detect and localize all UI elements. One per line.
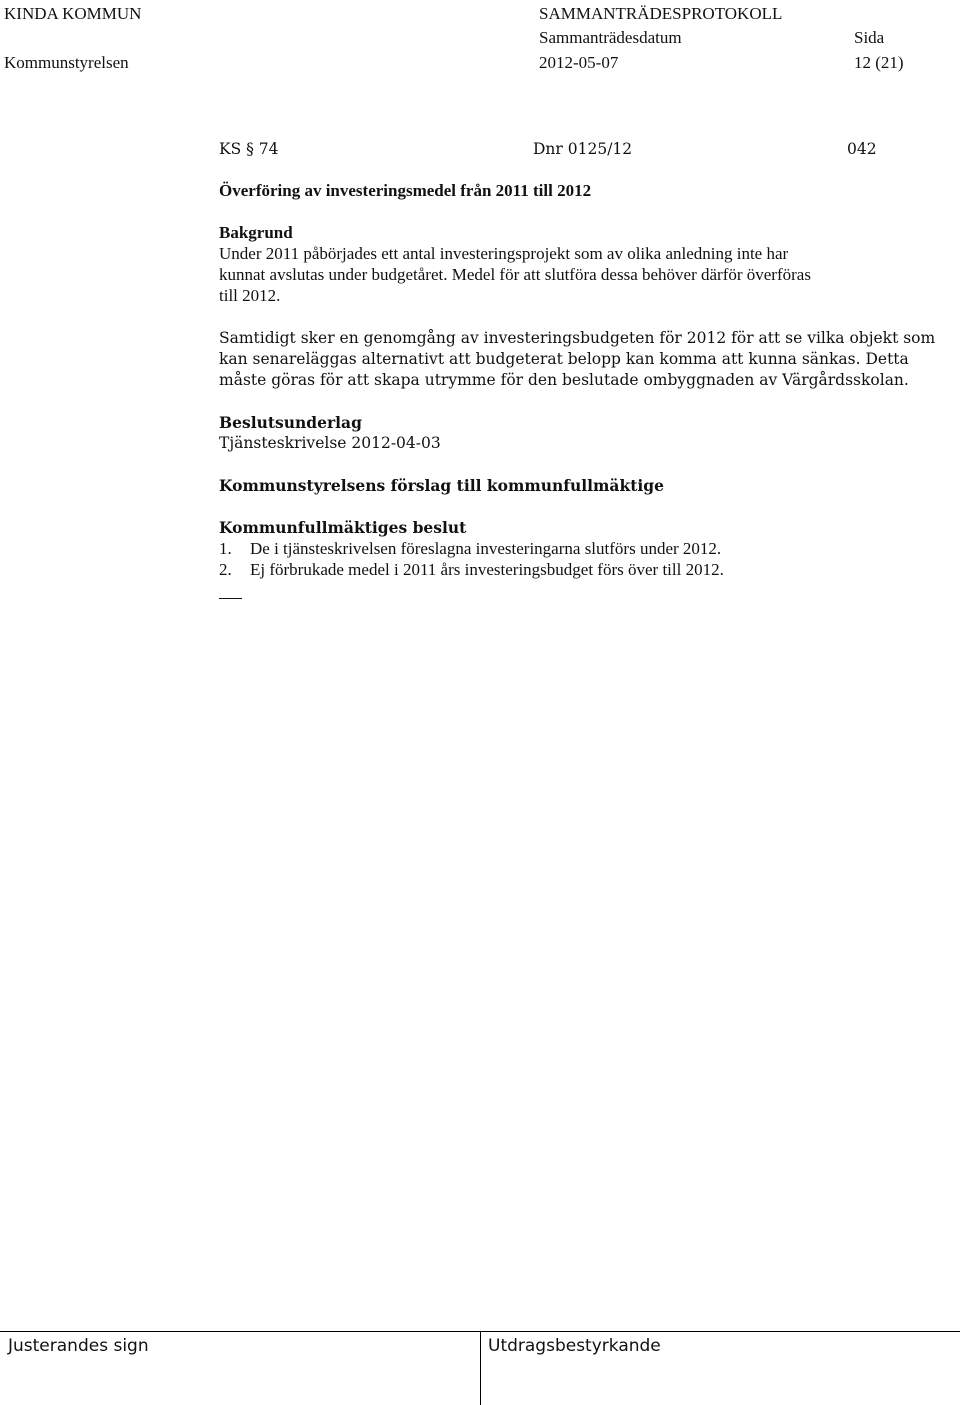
paragraph-number: KS § 74 [219,140,279,158]
document-type: SAMMANTRÄDESPROTOKOLL [539,4,783,23]
beslut-item-number: 1. [219,539,232,558]
org-name: KINDA KOMMUN [4,4,142,23]
meeting-date-label: Sammanträdesdatum [539,28,682,47]
samtidigt-line: måste göras för att skapa utrymme för den beslutade ombyggnaden av Värgårdsskolan. [219,371,909,389]
justerandes-sign-label: Justerandes sign [8,1336,149,1356]
beslut-item [219,559,954,580]
meeting-date: 2012-05-07 [539,53,619,72]
beslut-item-number: 2. [219,560,232,579]
samtidigt-line: Samtidigt sker en genomgång av investeringsbudgeten för 2012 för att se vilka objekt som [219,329,936,347]
samtidigt-paragraph [219,328,954,391]
bakgrund-line: Under 2011 påbörjades ett antal investeringsprojekt som av olika anledning inte har [219,244,789,263]
committee-name: Kommunstyrelsen [4,53,129,72]
page-number: 12 (21) [854,53,904,72]
signature-footer [0,1331,960,1404]
beslut-item-text: De i tjänsteskrivelsen föreslagna investeringarna slutförs under 2012. [250,539,722,558]
beslut-section [219,517,954,538]
forslag-heading: Kommunstyrelsens förslag till kommunfullmäktige [219,476,664,495]
beslut-heading: Kommunfullmäktiges beslut [219,518,467,537]
bakgrund-section [219,222,954,306]
diary-number: Dnr 0125/12 [533,140,633,158]
utdragsbestyrkande-label: Utdragsbestyrkande [488,1336,661,1356]
samtidigt-line: kan senareläggas alternativt att budgeterat belopp kan komma att kunna sänkas. Detta [219,350,909,368]
beslut-list [219,538,954,580]
bakgrund-heading: Bakgrund [219,223,293,242]
bakgrund-line: kunnat avslutas under budgetåret. Medel för att slutföra dessa behöver därför överföras [219,265,811,284]
beslutsunderlag-text: Tjänsteskrivelse 2012-04-03 [219,434,441,452]
page-label: Sida [854,28,885,47]
archive-code: 042 [847,140,877,158]
item-title: Överföring av investeringsmedel från 2011 till 2012 [219,181,592,200]
separator-rule [219,598,242,599]
bakgrund-line: till 2012. [219,286,281,305]
footer-divider [480,1332,481,1405]
beslutsunderlag-section [219,412,954,454]
beslut-item [219,538,954,559]
beslut-item-text: Ej förbrukade medel i 2011 års investeringsbudget förs över till 2012. [250,560,724,579]
beslutsunderlag-heading: Beslutsunderlag [219,413,362,432]
